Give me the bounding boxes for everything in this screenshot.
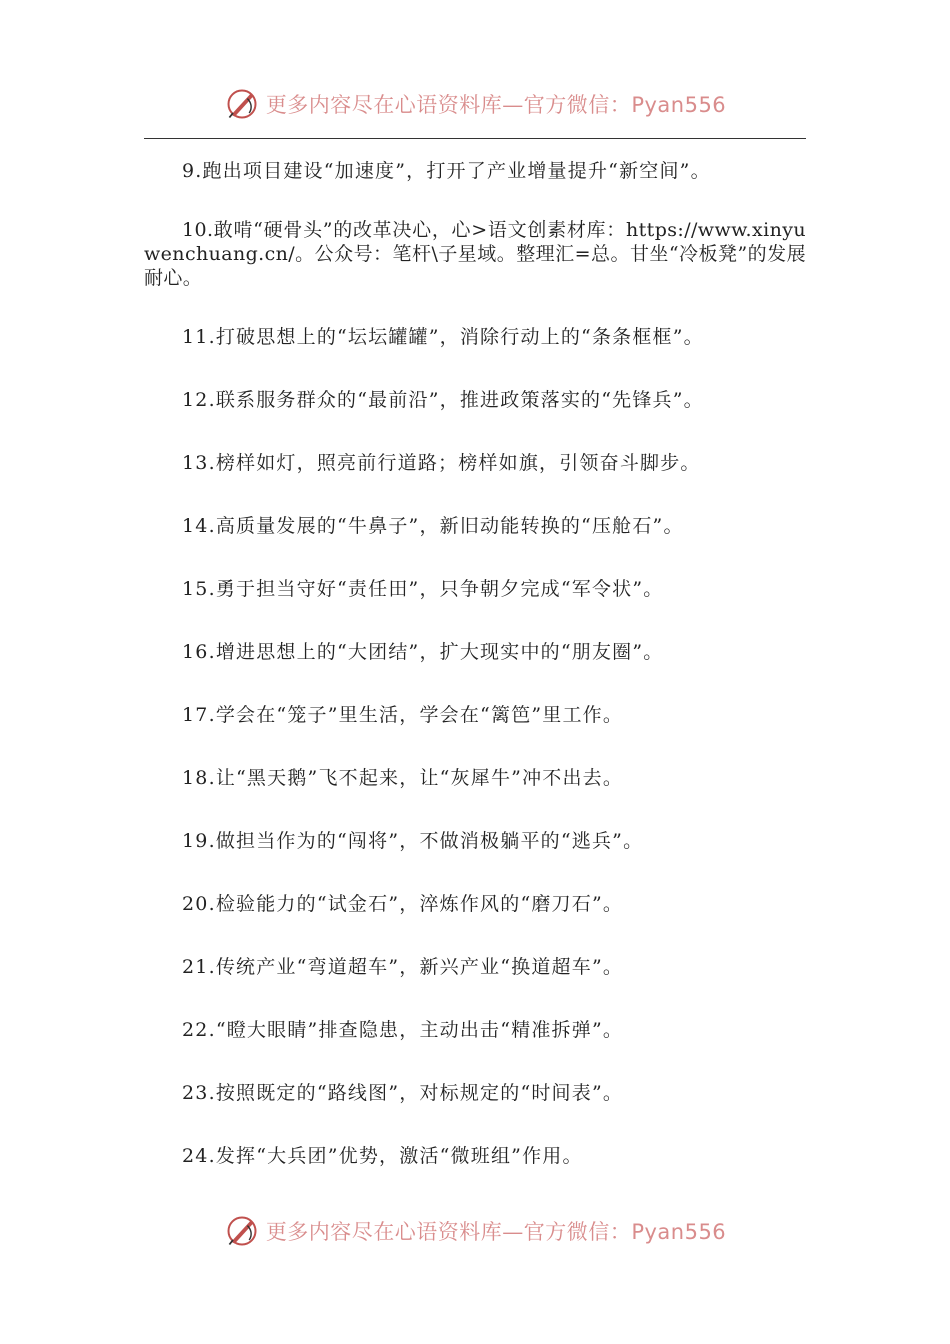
list-item: 22.“瞪大眼睛”排查隐患，主动出击“精准拆弹”。 (182, 1019, 624, 1041)
header-banner (0, 82, 950, 126)
wechat-id: Pyan556 (631, 1220, 727, 1244)
list-item: 21.传统产业“弯道超车”，新兴产业“换道超车”。 (182, 956, 624, 978)
list-item: 18.让“黑天鹅”飞不起来，让“灰犀牛”冲不出去。 (182, 767, 624, 789)
quill-pen-logo-icon (224, 1213, 260, 1249)
footer-banner (0, 1209, 950, 1253)
banner-text: 更多内容尽在心语资料库—官方微信：Pyan556 (265, 93, 727, 117)
list-item: 20.检验能力的“试金石”，淬炼作风的“磨刀石”。 (182, 893, 624, 915)
banner-text: 更多内容尽在心语资料库—官方微信：Pyan556 (265, 1220, 727, 1244)
document-body (144, 155, 806, 1203)
list-item: 15.勇于担当守好“责任田”，只争朝夕完成“军令状”。 (182, 578, 664, 600)
quill-pen-logo-icon (224, 86, 260, 122)
list-item: 24.发挥“大兵团”优势，激活“微班组”作用。 (182, 1145, 583, 1167)
list-item: 11.打破思想上的“坛坛罐罐”，消除行动上的“条条框框”。 (182, 326, 704, 348)
list-item: 9.跑出项目建设“加速度”，打开了产业增量提升“新空间”。 (182, 160, 711, 182)
list-item: 19.做担当作为的“闯将”，不做消极躺平的“逃兵”。 (182, 830, 644, 852)
wechat-id: Pyan556 (631, 93, 727, 117)
list-item: 17.学会在“笼子”里生活，学会在“篱笆”里工作。 (182, 704, 624, 726)
list-item: 13.榜样如灯，照亮前行道路；榜样如旗，引领奋斗脚步。 (182, 452, 701, 474)
list-item: 23.按照既定的“路线图”，对标规定的“时间表”。 (182, 1082, 624, 1104)
list-item: 10.敢啃“硬骨头”的改革决心，心>语文创素材库：https://www.xinyuwenchuang.cn/。公众号：笔杆\子星域。整理汇=总。甘坐“冷板凳”的发展耐心。 (144, 219, 806, 289)
list-item: 14.高质量发展的“牛鼻子”，新旧动能转换的“压舱石”。 (182, 515, 684, 537)
list-item: 16.增进思想上的“大团结”，扩大现实中的“朋友圈”。 (182, 641, 664, 663)
list-item: 12.联系服务群众的“最前沿”，推进政策落实的“先锋兵”。 (182, 389, 704, 411)
header-divider (144, 138, 806, 139)
